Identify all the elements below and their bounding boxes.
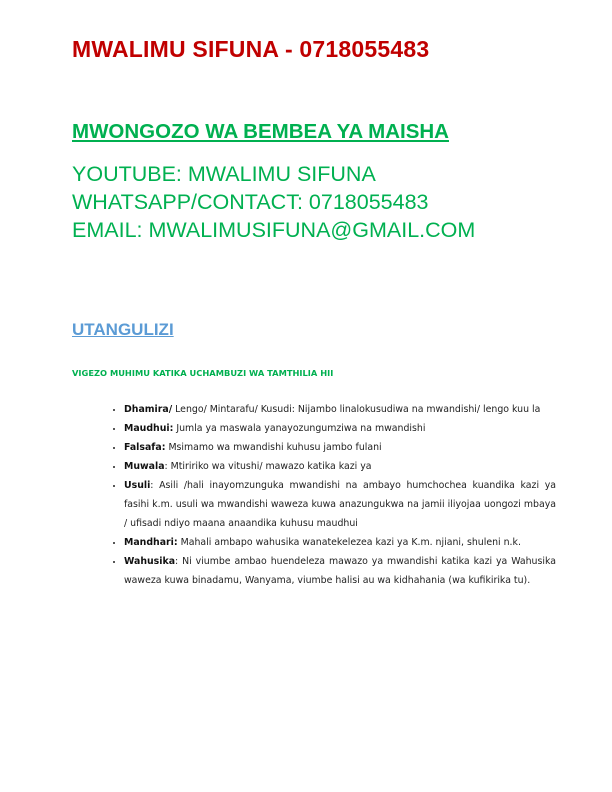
- definition: Jumla ya maswala yanayozungumziwa na mwandishi: [173, 423, 426, 434]
- youtube-line: YOUTUBE: MWALIMU SIFUNA: [72, 162, 376, 186]
- term: Dhamira/: [124, 404, 173, 415]
- definition: Mahali ambapo wahusika wanatekelezea kazi ya K.m. njiani, shuleni n.k.: [177, 537, 521, 548]
- term: Wahusika: [124, 556, 176, 567]
- list-item: [124, 476, 556, 533]
- email-line: EMAIL: MWALIMUSIFUNA@GMAIL.COM: [72, 218, 476, 242]
- term: Falsafa:: [124, 442, 166, 453]
- list-item: [124, 419, 556, 438]
- term: Usuli: [124, 480, 151, 491]
- criteria-list: [108, 400, 556, 590]
- definition: : Mtiririko wa vitushi/ mawazo katika kazi ya: [164, 461, 372, 472]
- list-item: [124, 552, 556, 590]
- section-title: UTANGULIZI: [72, 320, 174, 339]
- term: Mandhari:: [124, 537, 178, 548]
- author-title: MWALIMU SIFUNA - 0718055483: [72, 36, 430, 62]
- definition: : Asili /hali inayomzunguka mwandishi na ambayo humchochea kuandika kazi ya fasihi k.m. usuli wa mwandishi waweza kuwa anazungukwa na jamii iliyojaa uongozi mbaya / ufisadi ndiyo maana anaandika kuhusu maudhui: [124, 480, 556, 529]
- list-item: [124, 400, 556, 419]
- list-item: [124, 457, 556, 476]
- term: Maudhui:: [124, 423, 174, 434]
- definition: Msimamo wa mwandishi kuhusu jambo fulani: [165, 442, 382, 453]
- guide-title: MWONGOZO WA BEMBEA YA MAISHA: [72, 120, 449, 143]
- definition: Lengo/ Mintarafu/ Kusudi: Nijambo linalokusudiwa na mwandishi/ lengo kuu la: [172, 404, 541, 415]
- definition: : Ni viumbe ambao huendeleza mawazo ya mwandishi katika kazi ya Wahusika waweza kuwa binadamu, Wanyama, viumbe halisi au wa kidhahania (wa kufikirika tu).: [124, 556, 556, 586]
- term: Muwala: [124, 461, 165, 472]
- list-item: [124, 533, 556, 552]
- section-subheading: VIGEZO MUHIMU KATIKA UCHAMBUZI WA TAMTHILIA HII: [72, 368, 334, 378]
- contact-block: [72, 160, 475, 244]
- whatsapp-line: WHATSAPP/CONTACT: 0718055483: [72, 190, 429, 214]
- list-item: [124, 438, 556, 457]
